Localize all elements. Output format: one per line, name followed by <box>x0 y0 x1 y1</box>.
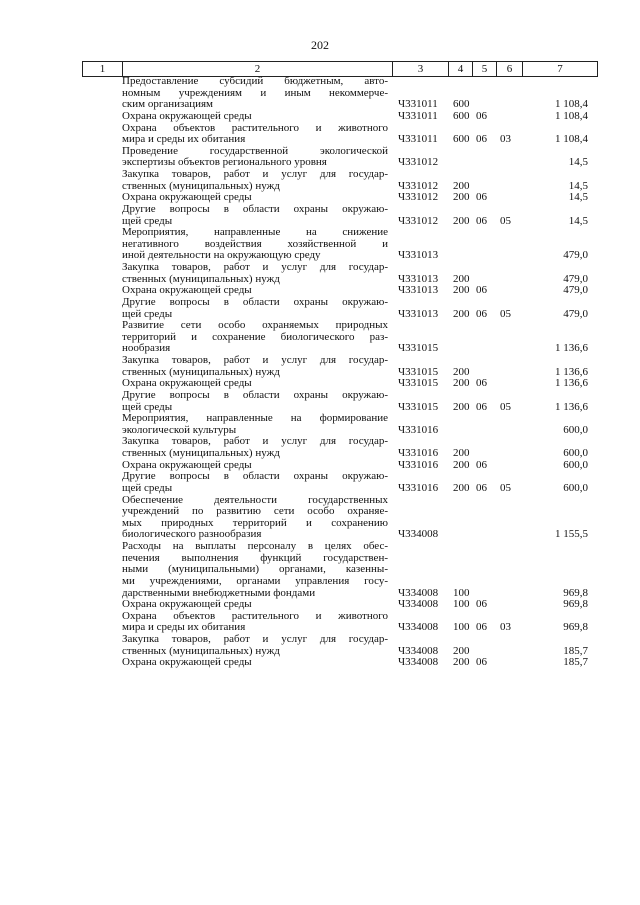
amount: 600,0 <box>563 447 588 459</box>
section-code: 06 <box>476 191 487 204</box>
description-line: мых природных территорий и сохранению <box>122 517 388 529</box>
description-line: ственных (муниципальных) нужд <box>122 180 280 192</box>
target-code: Ч331012 <box>398 214 439 227</box>
row-description <box>122 634 388 657</box>
target-code: Ч334008 <box>398 586 439 599</box>
row-description <box>122 611 388 634</box>
target-code: Ч331013 <box>398 272 439 285</box>
description-line: ственных (муниципальных) нужд <box>122 273 280 285</box>
expense-type: 600 <box>453 109 470 122</box>
description-line: Другие вопросы в области охраны окружаю- <box>122 296 388 308</box>
table-row <box>82 390 598 413</box>
row-description <box>122 355 388 378</box>
amount: 600,0 <box>563 458 588 471</box>
table-row <box>82 146 598 169</box>
target-code: Ч331015 <box>398 377 439 390</box>
section-code: 06 <box>476 598 487 611</box>
expense-type: 200 <box>453 458 470 471</box>
row-description <box>122 436 388 459</box>
row-description <box>122 204 388 227</box>
table-row <box>82 541 598 599</box>
target-code: Ч331016 <box>398 423 439 436</box>
description-line: иной деятельности на окружающую среду <box>122 250 321 262</box>
table-row <box>82 297 598 320</box>
row-description <box>122 460 388 472</box>
description-line: мира и среды их обитания <box>122 622 246 634</box>
target-code: Ч331016 <box>398 458 439 471</box>
amount: 1 136,6 <box>555 377 588 390</box>
amount: 479,0 <box>563 307 588 320</box>
description-line: Закупка товаров, работ и услуг для государ- <box>122 436 388 448</box>
section-code: 06 <box>476 214 487 227</box>
expense-type: 200 <box>453 481 470 494</box>
description-line: ными (муниципальными) органами, казенны- <box>122 564 388 576</box>
target-code: Ч331011 <box>398 109 438 122</box>
description-line: Закупка товаров, работ и услуг для государ- <box>122 355 388 366</box>
description-line: ским организациям <box>122 99 214 111</box>
expense-type: 200 <box>453 656 470 669</box>
column-header-6: 6 <box>496 62 522 76</box>
target-code: Ч331013 <box>398 284 439 297</box>
description-line: Охрана окружающей среды <box>122 378 252 390</box>
target-code: Ч331016 <box>398 447 439 459</box>
description-line: Охрана окружающей среды <box>122 110 252 122</box>
subsection-code: 05 <box>500 400 511 413</box>
section-code: 06 <box>476 109 487 122</box>
amount: 14,5 <box>568 156 588 169</box>
row-description <box>122 413 388 436</box>
description-line: Охрана окружающей среды <box>122 192 252 204</box>
column-header-1: 1 <box>82 62 122 76</box>
description-line: Расходы на выплаты персоналу в целях обес- <box>122 541 388 552</box>
row-description <box>122 390 388 413</box>
row-description <box>122 320 388 355</box>
expense-type: 200 <box>453 214 470 227</box>
amount: 1 136,6 <box>555 365 588 378</box>
target-code: Ч331012 <box>398 179 439 192</box>
amount: 14,5 <box>568 191 588 204</box>
description-line: ственных (муниципальных) нужд <box>122 448 280 459</box>
target-code: Ч331015 <box>398 342 439 355</box>
description-line: дарственными внебюджетными фондами <box>122 587 316 599</box>
row-description <box>122 541 388 599</box>
row-description <box>122 76 388 111</box>
table-row <box>82 599 598 611</box>
table-row <box>82 355 598 378</box>
description-line: Закупка товаров, работ и услуг для государ- <box>122 634 388 645</box>
table-row <box>82 611 598 634</box>
target-code: Ч331011 <box>398 98 438 111</box>
amount: 600,0 <box>563 423 588 436</box>
description-line: нообразия <box>122 343 171 355</box>
row-description <box>122 192 388 204</box>
table-row <box>82 111 598 123</box>
description-line: ственных (муниципальных) нужд <box>122 645 280 657</box>
target-code: Ч331016 <box>398 481 439 494</box>
amount: 479,0 <box>563 272 588 285</box>
section-code: 06 <box>476 458 487 471</box>
section-code: 06 <box>476 133 487 146</box>
section-code: 06 <box>476 400 487 413</box>
expense-type: 200 <box>453 272 470 285</box>
page-number: 202 <box>311 38 329 52</box>
table-row <box>82 285 598 297</box>
expense-type: 600 <box>453 98 470 111</box>
row-description <box>122 146 388 169</box>
amount: 14,5 <box>568 214 588 227</box>
budget-table-body <box>82 76 598 669</box>
description-line: Охрана объектов растительного и животного <box>122 610 388 622</box>
description-line: учреждений по развитию сети особо охраняе- <box>122 506 388 518</box>
expense-type: 100 <box>453 586 470 599</box>
section-code: 06 <box>476 621 487 634</box>
description-line: номным учреждениям и иным некоммерче- <box>122 87 388 99</box>
target-code: Ч331011 <box>398 133 438 146</box>
description-line: Другие вопросы в области охраны окружаю- <box>122 203 388 215</box>
description-line: экспертизы объектов регионального уровня <box>122 157 327 169</box>
row-description <box>122 285 388 297</box>
table-row <box>82 378 598 390</box>
description-line: Закупка товаров, работ и услуг для государ- <box>122 169 388 180</box>
description-line: Охрана объектов растительного и животного <box>122 122 388 134</box>
table-row <box>82 123 598 146</box>
description-line: мира и среды их обитания <box>122 134 246 146</box>
amount: 1 108,4 <box>555 133 588 146</box>
row-description <box>122 471 388 494</box>
table-row <box>82 657 598 669</box>
section-code: 06 <box>476 377 487 390</box>
description-line: Другие вопросы в области охраны окружаю- <box>122 389 388 401</box>
target-code: Ч334008 <box>398 598 439 611</box>
row-description <box>122 495 388 542</box>
target-code: Ч334008 <box>398 644 439 657</box>
description-line: Проведение государственной экологической <box>122 145 388 157</box>
amount: 479,0 <box>563 249 588 262</box>
row-description <box>122 599 388 611</box>
section-code: 06 <box>476 481 487 494</box>
expense-type: 200 <box>453 179 470 192</box>
target-code: Ч334008 <box>398 621 439 634</box>
description-line: щей среды <box>122 401 173 413</box>
description-line: Охрана окружающей среды <box>122 599 252 611</box>
row-description <box>122 227 388 262</box>
target-code: Ч331013 <box>398 307 439 320</box>
description-line: Предоставление субсидий бюджетным, авто- <box>122 76 388 87</box>
column-header-2: 2 <box>122 62 392 76</box>
subsection-code: 05 <box>500 307 511 320</box>
row-description <box>122 378 388 390</box>
section-code: 06 <box>476 284 487 297</box>
table-row <box>82 227 598 262</box>
description-line: щей среды <box>122 308 173 320</box>
amount: 969,8 <box>563 598 588 611</box>
subsection-code: 05 <box>500 214 511 227</box>
target-code: Ч334008 <box>398 656 439 669</box>
table-row <box>82 320 598 355</box>
section-code: 06 <box>476 656 487 669</box>
description-line: экологической культуры <box>122 424 237 436</box>
amount: 185,7 <box>563 656 588 669</box>
expense-type: 200 <box>453 191 470 204</box>
description-line: Охрана окружающей среды <box>122 285 252 297</box>
description-line: Охрана окружающей среды <box>122 459 252 471</box>
target-code: Ч331012 <box>398 191 439 204</box>
table-row <box>82 262 598 285</box>
subsection-code: 03 <box>500 133 511 146</box>
target-code: Ч331012 <box>398 156 439 169</box>
description-line: Обеспечение деятельности государственных <box>122 494 388 506</box>
description-line: территорий и сохранение биологического раз- <box>122 331 388 343</box>
table-row <box>82 634 598 657</box>
subsection-code: 05 <box>500 481 511 494</box>
table-row <box>82 204 598 227</box>
table-row <box>82 471 598 494</box>
column-header-4: 4 <box>448 62 472 76</box>
table-row <box>82 76 598 111</box>
description-line: Мероприятия, направленные на снижение <box>122 227 388 239</box>
table-header-row <box>82 61 598 77</box>
amount: 1 108,4 <box>555 98 588 111</box>
expense-type: 200 <box>453 377 470 390</box>
expense-type: 600 <box>453 133 470 146</box>
column-header-7: 7 <box>522 62 598 76</box>
description-line: Охрана окружающей среды <box>122 657 252 669</box>
expense-type: 200 <box>453 284 470 297</box>
expense-type: 200 <box>453 400 470 413</box>
description-line: биологического разнообразия <box>122 529 262 541</box>
expense-type: 100 <box>453 621 470 634</box>
description-line: ми учреждениями, органами управления госу- <box>122 575 388 587</box>
description-line: Закупка товаров, работ и услуг для государ- <box>122 262 388 273</box>
table-row <box>82 192 598 204</box>
row-description <box>122 297 388 320</box>
amount: 479,0 <box>563 284 588 297</box>
target-code: Ч334008 <box>398 528 439 541</box>
description-line: печения выполнения функций государствен- <box>122 552 388 564</box>
amount: 1 136,6 <box>555 342 588 355</box>
expense-type: 100 <box>453 598 470 611</box>
amount: 969,8 <box>563 621 588 634</box>
subsection-code: 03 <box>500 621 511 634</box>
description-line: щей среды <box>122 215 173 227</box>
table-row <box>82 495 598 542</box>
description-line: Мероприятия, направленные на формирование <box>122 413 388 425</box>
target-code: Ч331015 <box>398 365 439 378</box>
table-row <box>82 413 598 436</box>
description-line: негативного воздействия хозяйственной и <box>122 238 388 250</box>
row-description <box>122 657 388 669</box>
target-code: Ч331015 <box>398 400 439 413</box>
row-description <box>122 262 388 285</box>
target-code: Ч331013 <box>398 249 439 262</box>
amount: 1 155,5 <box>555 528 588 541</box>
table-row <box>82 460 598 472</box>
amount: 1 136,6 <box>555 400 588 413</box>
description-line: щей среды <box>122 482 173 494</box>
column-header-5: 5 <box>472 62 496 76</box>
row-description <box>122 111 388 123</box>
expense-type: 200 <box>453 644 470 657</box>
table-row <box>82 436 598 459</box>
description-line: Другие вопросы в области охраны окружаю- <box>122 471 388 483</box>
amount: 969,8 <box>563 586 588 599</box>
amount: 600,0 <box>563 481 588 494</box>
row-description <box>122 123 388 146</box>
column-header-3: 3 <box>392 62 448 76</box>
description-line: ственных (муниципальных) нужд <box>122 366 280 378</box>
amount: 185,7 <box>563 644 588 657</box>
section-code: 06 <box>476 307 487 320</box>
expense-type: 200 <box>453 307 470 320</box>
description-line: Развитие сети особо охраняемых природных <box>122 320 388 332</box>
expense-type: 200 <box>453 447 470 459</box>
expense-type: 200 <box>453 365 470 378</box>
amount: 1 108,4 <box>555 109 588 122</box>
table-row <box>82 169 598 192</box>
row-description <box>122 169 388 192</box>
amount: 14,5 <box>568 179 588 192</box>
